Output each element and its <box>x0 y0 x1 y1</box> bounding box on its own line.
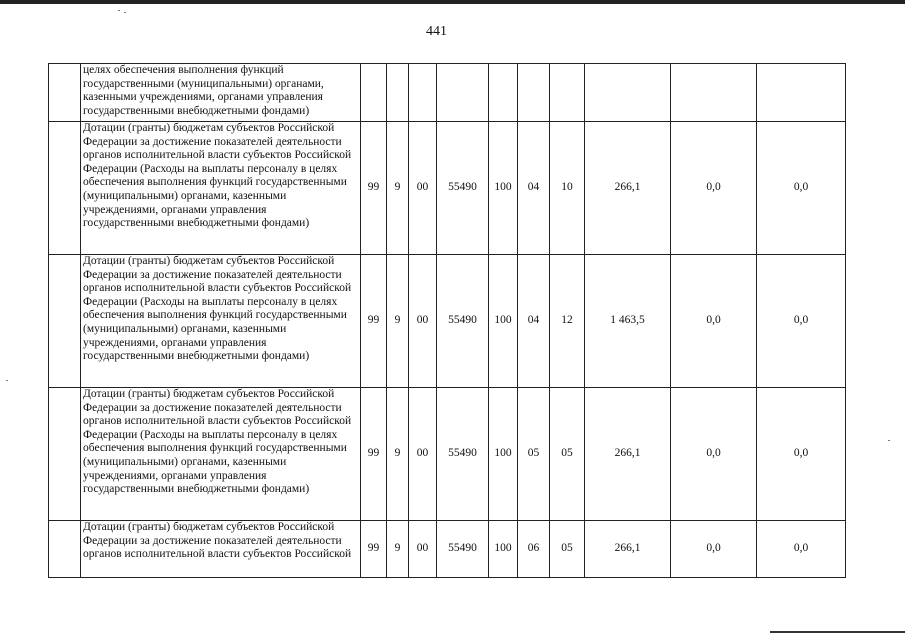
amount-cell <box>585 64 671 122</box>
expense-name-cell: Дотации (гранты) бюджетам субъектов Российской Федерации за достижение показателей деятельности органов исполнительной власти субъектов Российской <box>81 521 361 578</box>
code-cell <box>361 64 387 122</box>
code-cell: 100 <box>489 122 518 255</box>
table-row <box>49 521 846 578</box>
budget-table <box>48 63 846 578</box>
scan-speck <box>124 12 126 13</box>
code-cell <box>409 64 437 122</box>
amount-cell: 266,1 <box>585 122 671 255</box>
scan-speck <box>6 380 8 381</box>
amount-cell: 1 463,5 <box>585 255 671 388</box>
code-cell: 06 <box>518 521 550 578</box>
code-cell <box>387 64 409 122</box>
table-row <box>49 64 846 122</box>
code-cell: 10 <box>550 122 585 255</box>
code-cell: 9 <box>387 255 409 388</box>
code-cell: 99 <box>361 122 387 255</box>
amount-cell: 0,0 <box>671 122 757 255</box>
code-cell <box>437 64 489 122</box>
table-row <box>49 122 846 255</box>
scan-top-edge <box>0 0 905 4</box>
amount-cell: 266,1 <box>585 388 671 521</box>
code-cell <box>489 64 518 122</box>
row-number-cell <box>49 521 81 578</box>
amount-cell: 0,0 <box>757 388 846 521</box>
code-cell: 100 <box>489 388 518 521</box>
code-cell: 100 <box>489 521 518 578</box>
scan-bottom-edge <box>770 631 905 633</box>
code-cell: 04 <box>518 122 550 255</box>
table-row <box>49 388 846 521</box>
code-cell: 9 <box>387 521 409 578</box>
code-cell: 00 <box>409 388 437 521</box>
expense-name-cell: Дотации (гранты) бюджетам субъектов Российской Федерации за достижение показателей деятельности органов исполнительной власти субъектов Российской Федерации (Расходы на выплаты персоналу в целях обеспечения выполнения функций государственными (муниципальными) органами, казенными учреждениями, органами управления государственными внебюджетными фондами) <box>81 388 361 521</box>
code-cell: 00 <box>409 521 437 578</box>
code-cell <box>550 64 585 122</box>
amount-cell: 0,0 <box>757 521 846 578</box>
code-cell: 12 <box>550 255 585 388</box>
amount-cell <box>757 64 846 122</box>
expense-name-cell: Дотации (гранты) бюджетам субъектов Российской Федерации за достижение показателей деятельности органов исполнительной власти субъектов Российской Федерации (Расходы на выплаты персоналу в целях обеспечения выполнения функций государственными (муниципальными) органами, казенными учреждениями, органами управления государственными внебюджетными фондами) <box>81 255 361 388</box>
amount-cell: 0,0 <box>757 255 846 388</box>
code-cell <box>518 64 550 122</box>
code-cell: 55490 <box>437 122 489 255</box>
expense-name-cell: Дотации (гранты) бюджетам субъектов Российской Федерации за достижение показателей деятельности органов исполнительной власти субъектов Российской Федерации (Расходы на выплаты персоналу в целях обеспечения выполнения функций государственными (муниципальными) органами, казенными учреждениями, органами управления государственными внебюджетными фондами) <box>81 122 361 255</box>
amount-cell: 0,0 <box>757 122 846 255</box>
amount-cell: 0,0 <box>671 255 757 388</box>
amount-cell <box>671 64 757 122</box>
table-row <box>49 255 846 388</box>
code-cell: 100 <box>489 255 518 388</box>
amount-cell: 0,0 <box>671 388 757 521</box>
code-cell: 9 <box>387 388 409 521</box>
expense-name-cell: целях обеспечения выполнения функций государственными (муниципальными) органами, казенными учреждениями, органами управления государственными внебюджетными фондами) <box>81 64 361 122</box>
code-cell: 05 <box>518 388 550 521</box>
code-cell: 99 <box>361 521 387 578</box>
row-number-cell <box>49 255 81 388</box>
amount-cell: 266,1 <box>585 521 671 578</box>
code-cell: 04 <box>518 255 550 388</box>
amount-cell: 0,0 <box>671 521 757 578</box>
scan-speck <box>888 440 890 441</box>
code-cell: 00 <box>409 255 437 388</box>
code-cell: 99 <box>361 255 387 388</box>
scan-speck <box>118 10 120 11</box>
code-cell: 05 <box>550 521 585 578</box>
code-cell: 99 <box>361 388 387 521</box>
row-number-cell <box>49 122 81 255</box>
page-number: 441 <box>426 24 447 39</box>
code-cell: 9 <box>387 122 409 255</box>
code-cell: 00 <box>409 122 437 255</box>
row-number-cell <box>49 388 81 521</box>
code-cell: 55490 <box>437 388 489 521</box>
code-cell: 55490 <box>437 255 489 388</box>
code-cell: 05 <box>550 388 585 521</box>
row-number-cell <box>49 64 81 122</box>
code-cell: 55490 <box>437 521 489 578</box>
